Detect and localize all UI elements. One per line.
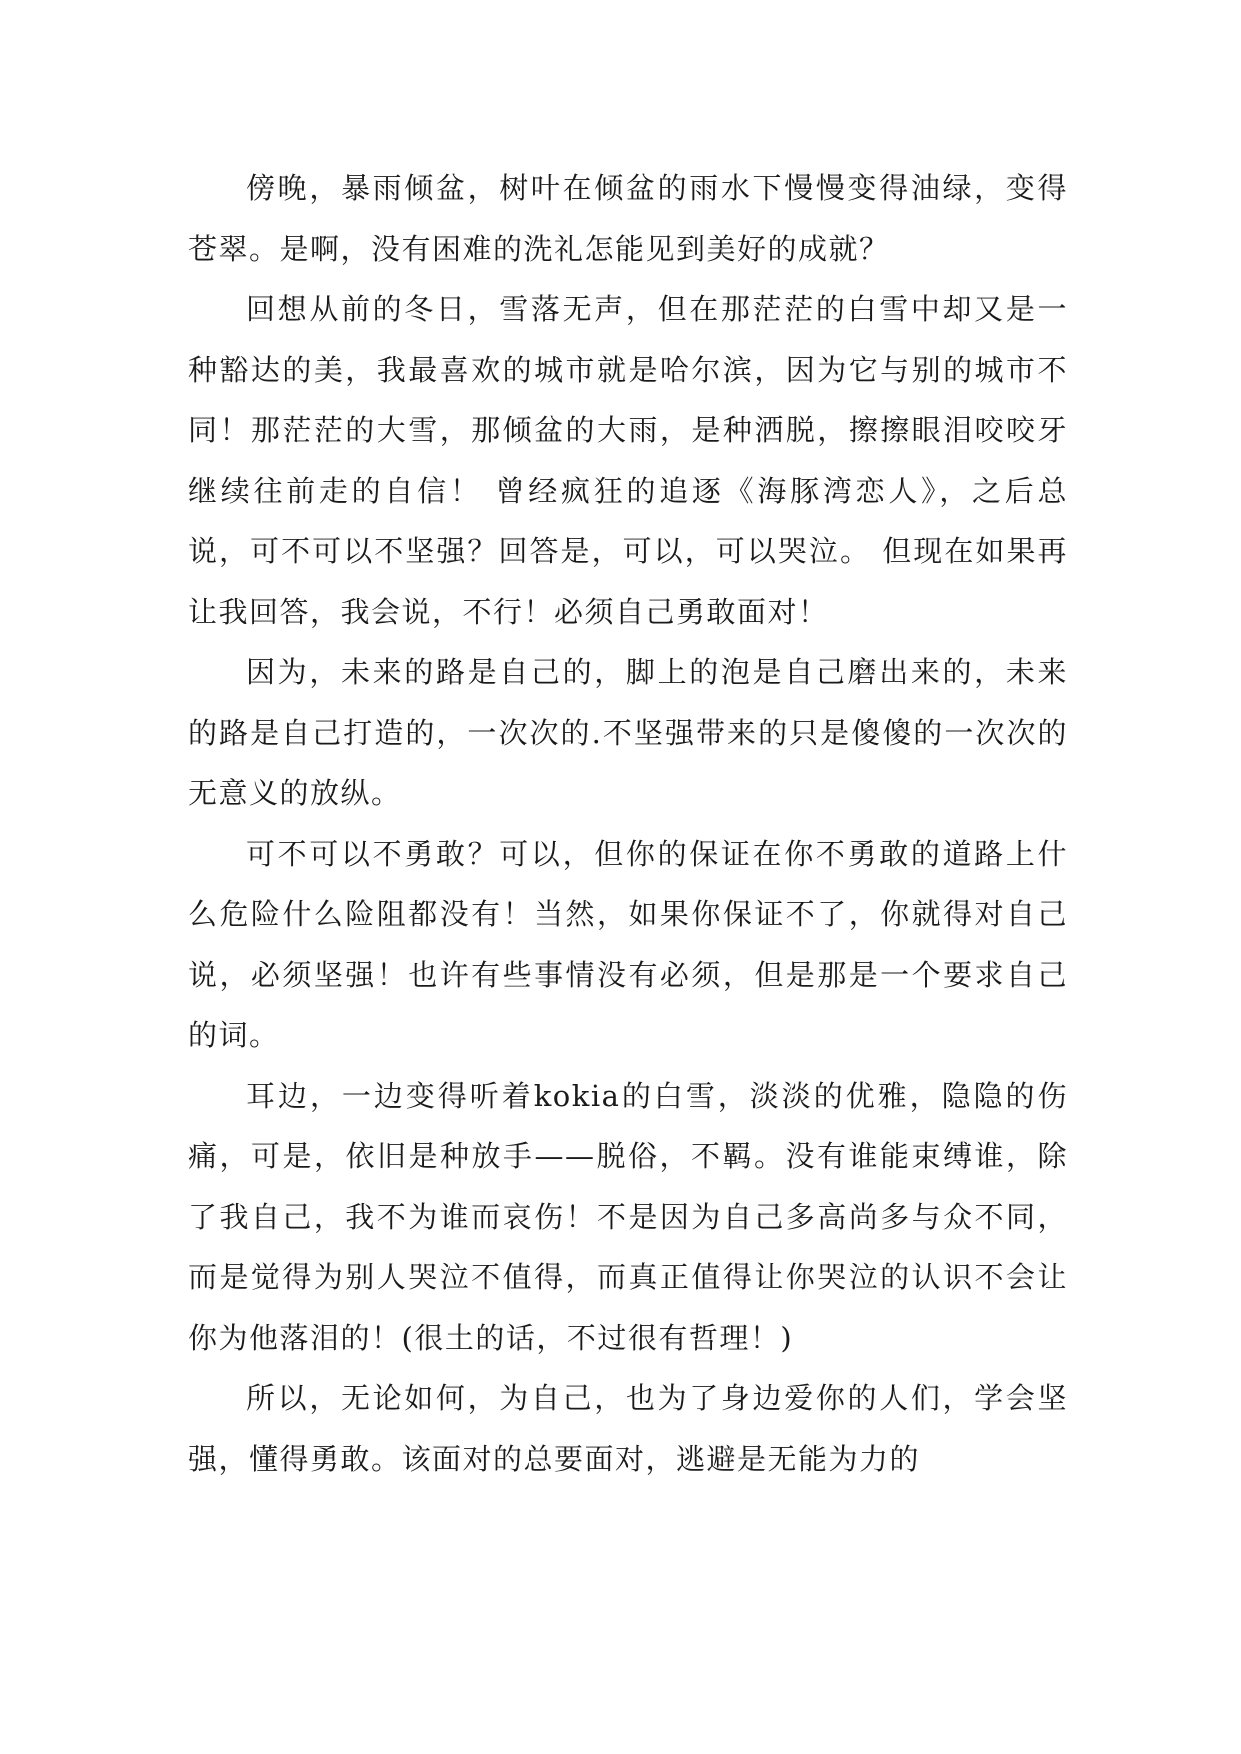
paragraph-6: 所以，无论如何，为自己，也为了身边爱你的人们，学会坚强，懂得勇敢。该面对的总要面对，逃避是无能为力的 <box>188 1381 1068 1476</box>
document-body <box>188 158 1068 1489</box>
paragraph-2: 回想从前的冬日，雪落无声，但在那茫茫的白雪中却又是一种豁达的美，我最喜欢的城市就是哈尔滨，因为它与别的城市不同！那茫茫的大雪，那倾盆的大雨，是种洒脱，擦擦眼泪咬咬牙继续往前走的自信！ 曾经疯狂的追逐《海豚湾恋人》，之后总说，可不可以不坚强？回答是，可以，可以哭泣。 但现在如果再让我回答，我会说，不行！必须自己勇敢面对！ <box>188 292 1068 629</box>
paragraph-5: 耳边，一边变得听着kokia的白雪，淡淡的优雅，隐隐的伤痛，可是，依旧是种放手——脱俗，不羁。没有谁能束缚谁，除了我自己，我不为谁而哀伤！不是因为自己多高尚多与众不同，而是觉得为别人哭泣不值得，而真正值得让你哭泣的认识不会让你为他落泪的！(很土的话，不过很有哲理！) <box>188 1078 1068 1355</box>
paragraph-4: 可不可以不勇敢？可以，但你的保证在你不勇敢的道路上什么危险什么险阻都没有！当然，如果你保证不了，你就得对自己说，必须坚强！也许有些事情没有必须，但是那是一个要求自己的词。 <box>188 836 1068 1052</box>
paragraph-1: 傍晚，暴雨倾盆，树叶在倾盆的雨水下慢慢变得油绿，变得苍翠。是啊，没有困难的洗礼怎能见到美好的成就？ <box>188 171 1068 266</box>
paragraph-3: 因为，未来的路是自己的，脚上的泡是自己磨出来的，未来的路是自己打造的，一次次的.不坚强带来的只是傻傻的一次次的无意义的放纵。 <box>188 655 1068 810</box>
